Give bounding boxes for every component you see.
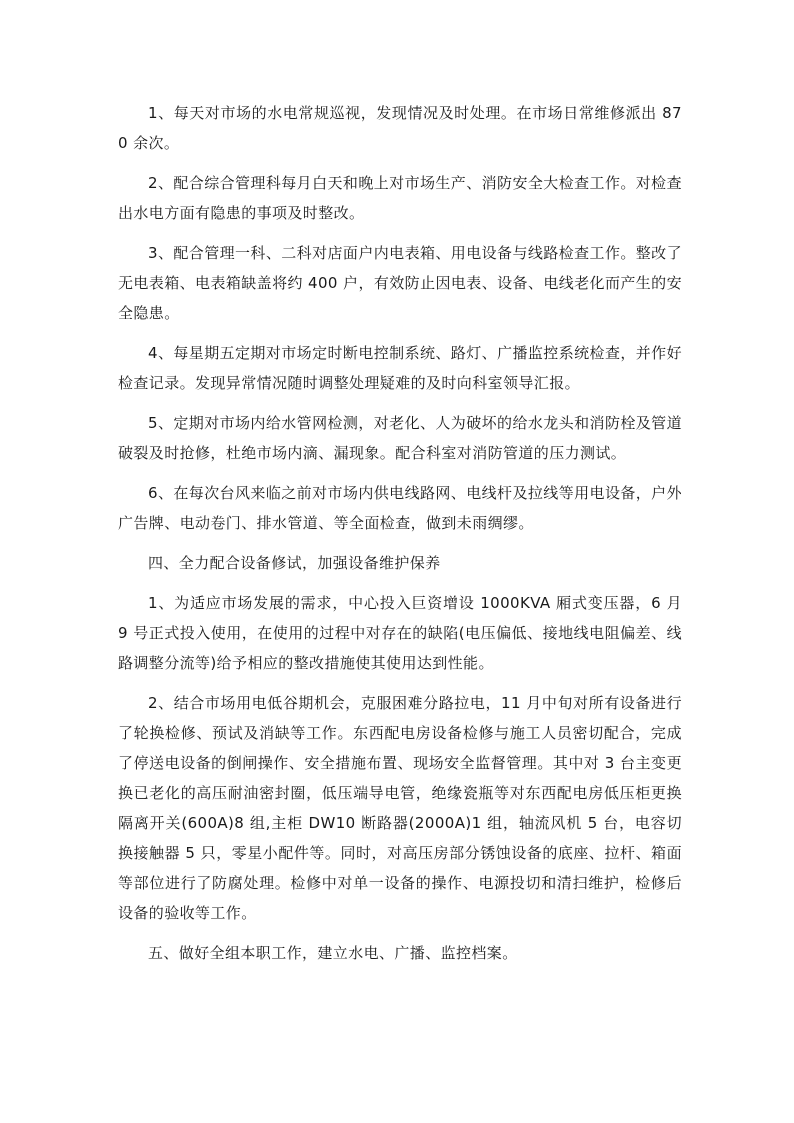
paragraph-item-2: 2、配合综合管理科每月白天和晚上对市场生产、消防安全大检查工作。对检查出水电方面有隐患的事项及时整改。 (118, 174, 682, 222)
paragraph-item-6: 6、在每次台风来临之前对市场内供电线路网、电线杆及拉线等用电设备，户外广告牌、电动卷门、排水管道、等全面检查，做到未雨绸缪。 (118, 484, 682, 532)
paragraph-item-1: 1、每天对市场的水电常规巡视，发现情况及时处理。在市场日常维修派出 870 余次。 (118, 104, 682, 152)
document-body (118, 98, 682, 978)
paragraph-item-5: 5、定期对市场内给水管网检测，对老化、人为破坏的给水龙头和消防栓及管道破裂及时抢修，杜绝市场内滴、漏现象。配合科室对消防管道的压力测试。 (118, 414, 682, 462)
paragraph-item-4: 4、每星期五定期对市场定时断电控制系统、路灯、广播监控系统检查，并作好检查记录。发现异常情况随时调整处理疑难的及时向科室领导汇报。 (118, 344, 682, 392)
paragraph-item-8: 2、结合市场用电低谷期机会，克服困难分路拉电，11 月中旬对所有设备进行了轮换检修、预试及消缺等工作。东西配电房设备检修与施工人员密切配合，完成了停送电设备的倒闸操作、安全措施布置、现场安全监督管理。其中对 3 台主变更换已老化的高压耐油密封圈，低压端导电管，绝缘瓷瓶等对东西配电房低压柜更换隔离开关(600A)8 组,主柜 DW10 断路器(2000A)1 组，轴流风机 5 台，电容切换接触器 5 只，零星小配件等。同时，对高压房部分锈蚀设备的底座、拉杆、箱面等部位进行了防腐处理。检修中对单一设备的操作、电源投切和清扫维护，检修后设备的验收等工作。 (118, 694, 682, 922)
paragraph-item-7: 1、为适应市场发展的需求，中心投入巨资增设 1000KVA 厢式变压器，6 月 9 号正式投入使用，在使用的过程中对存在的缺陷(电压偏低、接地线电阻偏差、线路调整分流等)给予相应的整改措施使其使用达到性能。 (118, 594, 682, 672)
section-heading-4: 四、全力配合设备修试，加强设备维护保养 (148, 554, 441, 572)
section-heading-5: 五、做好全组本职工作，建立水电、广播、监控档案。 (148, 944, 518, 962)
paragraph-item-3: 3、配合管理一科、二科对店面户内电表箱、用电设备与线路检查工作。整改了无电表箱、电表箱缺盖将约 400 户，有效防止因电表、设备、电线老化而产生的安全隐患。 (118, 244, 682, 322)
